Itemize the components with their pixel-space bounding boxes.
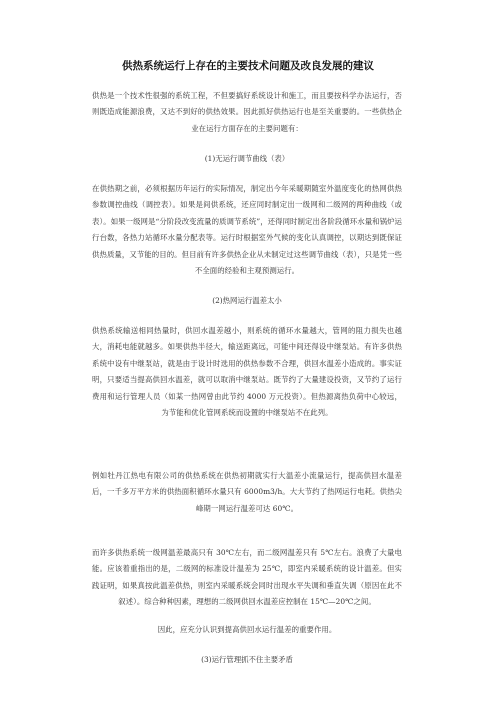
section-heading-1: (1)无运行调节曲线（表）	[204, 154, 290, 163]
section-2-paragraph: 供热系统输送相同热量时，供回水温差越小，则系统的循环水量越大，管网的阻力损失也越大，消耗电能就越多。如果供热半径大，输送距离远，可能中间还得设中继泵站。有许多供热系统中设有中继泵站，就是由于设计时选用的供热参数不合理，供回水温差小造成的。事实证明，只要适当提高供回水温差，就可以取消中继泵站。既节约了大量建设投资，又节约了运行费用和运行管理人员（如某一热网曾由此节约 4000 万元投资）。但热源离热负荷中心较远，为节能和优化管网系统而设置的中继泵站不在此列。	[92, 326, 402, 418]
section-heading-3: (3)运行管理抓不住主要矛盾	[201, 655, 293, 664]
example-paragraph: 例如牡丹江热电有限公司的供热系统在供热初期就实行大温差小流量运行，提高供回水温差后，一千多万平方米的供热面积循环水量只有 6000m3/h。大大节约了热网运行电耗。供热尖峰期一网运行温差可达 60℃。	[92, 471, 402, 513]
section-heading-2: (2)热网运行温差太小	[212, 296, 282, 305]
intro-paragraph: 供热是一个技术性很强的系统工程，不但要搞好系统设计和施工，而且要按科学办法运行，否则既造成能源浪费，又达不到好的供热效果。因此抓好供热运行也是至关重要的。一些供热企业在运行方面存在的主要问题有：	[92, 91, 402, 133]
document-title: 供热系统运行上存在的主要技术问题及改良发展的建议	[122, 60, 374, 72]
conclusion-paragraph: 因此，应充分认识到提高供回水运行温差的重要作用。	[157, 625, 337, 634]
section-1-paragraph: 在供热期之前，必须根据历年运行的实际情况，制定出今年采暖期随室外温度变化的热网供热参数调控曲线（调控表）。如果是间供系统，还应同时制定出一级网和二级网的两种曲线（或表）。如果一级网是“分阶段改变流量的质调节系统”，还得同时制定出各阶段循环水量和锅炉运行台数，各热力站循环水量分配表等。运行时根据室外气候的变化认真调控，以期达到既保证供热质量，又节能的目的。但目前有许多供热企业从未制定过这些调节曲线（表），只是凭一些不全面的经验和主观预测运行。	[92, 184, 402, 276]
temperature-paragraph: 而许多供热系统一级网温差最高只有 30℃左右，而二级网温差只有 5℃左右。浪费了大量电能。应该着重指出的是，二级网的标准设计温差为 25℃，即室内采暖系统的设计温差。但实践证明，如果真按此温差供热，则室内采暖系统会同时出现水平失调和垂直失调（原因在此不叙述）。综合种种因素，理想的二级网供回水温差应控制在 15℃—20℃之间。	[92, 548, 402, 607]
